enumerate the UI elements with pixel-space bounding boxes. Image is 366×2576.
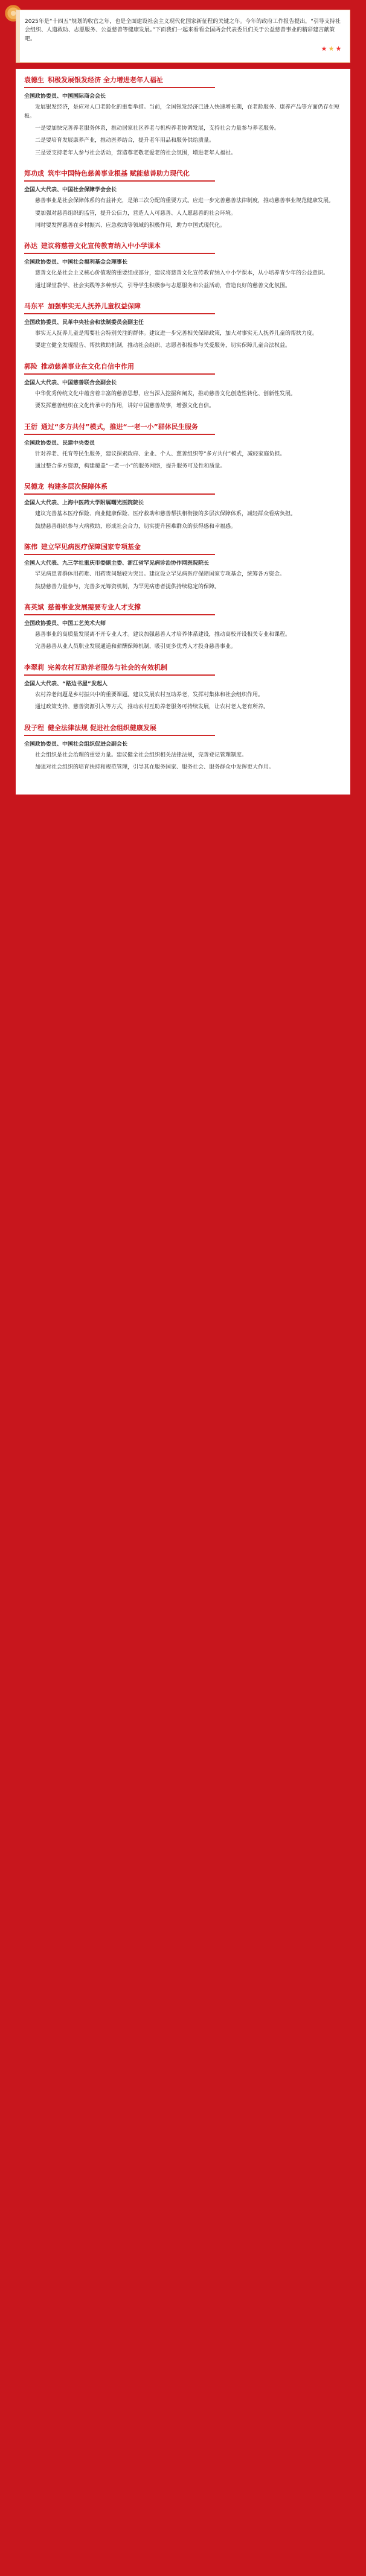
title-underline [24, 614, 215, 615]
paragraph: 加强对社会组织的培育扶持和规范管理，引导其在服务国家、服务社会、服务群众中发挥更大作用。 [35, 764, 275, 770]
speaker-position: 全国人大代表、中国慈善联合会副会长 [24, 379, 117, 386]
paragraph: 农村养老问题是乡村振兴中的重要课题。建议发展农村互助养老，发挥村集体和社会组织作用。 [35, 691, 264, 698]
paragraph: 慈善事业是社会保障体系的有益补充，是第三次分配的重要方式。应进一步完善慈善法律制度，推动慈善事业规范健康发展。 [35, 198, 335, 205]
speaker-name: 李翠莉 [24, 663, 44, 671]
paragraph: 要加强对慈善组织的监管，提升公信力，营造人人可慈善、人人愿慈善的社会环境。 [35, 210, 237, 217]
section-title: 健全法律法规 促进社会组织健康发展 [48, 723, 156, 732]
paragraph: 慈善文化是社会主义核心价值观的重要组成部分，建议将慈善文化宣传教育纳入中小学课本，从小培养青少年的公益意识。 [35, 270, 329, 277]
paragraph: 鼓励慈善组织参与大病救助，形成社会合力，切实提升困难群众的获得感和幸福感。 [35, 523, 237, 530]
star-icon [321, 46, 327, 51]
paragraph: 社会组织是社会治理的重要力量。建议健全社会组织相关法律法规，完善登记管理制度。 [35, 752, 248, 758]
footer-space [16, 795, 350, 807]
title-underline [24, 253, 215, 254]
paragraph: 慈善事业的高质量发展离不开专业人才。建议加强慈善人才培养体系建设，推动高校开设相关专业和课程。 [35, 631, 291, 638]
speaker-name: 孙达 [24, 242, 37, 250]
title-underline [24, 735, 215, 736]
speaker-position: 全国人大代表、上海中医药大学附属曙光医院院长 [24, 500, 144, 507]
speaker-position: 全国人大代表、中国社会保障学会会长 [24, 187, 117, 194]
paragraph: 要发挥慈善组织在文化传承中的作用，讲好中国慈善故事，增强文化自信。 [35, 403, 215, 410]
paragraph: 建议完善基本医疗保险、商业健康保险、医疗救助和慈善帮扶相衔接的多层次保障体系，减轻群众看病负担。 [35, 511, 297, 518]
speaker-position: 全国人大代表、九三学社重庆市委副主委、浙江省罕见病诊治协作网医院院长 [24, 560, 210, 567]
section-title: 完善农村互助养老服务与社会的有效机制 [48, 663, 167, 671]
title-underline [24, 313, 215, 314]
stars-decoration [25, 46, 341, 51]
section [24, 723, 342, 772]
section-head [24, 422, 342, 431]
section [24, 168, 342, 230]
paragraph: 通过政策支持、慈善资源引入等方式，推动农村互助养老服务可持续发展，让农村老人老有所养。 [35, 704, 269, 711]
section [24, 75, 342, 157]
title-underline [24, 373, 215, 375]
section-head [24, 602, 342, 612]
paragraph: 事实无人抚养儿童是需要社会特别关注的群体。建议进一步完善相关保障政策，加大对事实无人抚养儿童的帮扶力度。 [35, 331, 318, 337]
speaker-name: 高英斌 [24, 603, 44, 611]
section-title: 建立罕见病医疗保障国家专项基金 [41, 543, 141, 551]
section-title: 加强事实无人抚养儿童权益保障 [48, 302, 141, 311]
section-title: 建议将慈善文化宣传教育纳入中小学课本 [41, 242, 161, 250]
paragraph: 二是要培育发展康养产业，推动医养结合，提升老年用品和服务供给质量。 [35, 138, 215, 144]
title-underline [24, 180, 215, 182]
title-underline [24, 434, 215, 435]
section-title: 积极发展银发经济 全力增进老年人福祉 [48, 76, 163, 84]
title-underline [24, 554, 215, 555]
section [24, 422, 342, 471]
paragraph: 三是要支持老年人参与社会活动，营造尊老敬老爱老的社会氛围，增进老年人福祉。 [35, 150, 237, 156]
section-title: 推动慈善事业在文化自信中作用 [41, 362, 134, 370]
star-icon [329, 46, 334, 51]
paragraph: 鼓励慈善力量参与，完善多元筹资机制，为罕见病患者提供持续稳定的保障。 [35, 583, 220, 590]
title-underline [24, 87, 215, 88]
section-title: 通过“多方共付”模式，推进“一老一小”群体民生服务 [41, 422, 198, 431]
speaker-name: 袁德生 [24, 76, 44, 84]
paragraph: 同时要发挥慈善在乡村振兴、应急救助等领域的积极作用，助力中国式现代化。 [35, 222, 226, 229]
title-underline [24, 493, 215, 495]
content [16, 69, 350, 795]
title-underline [24, 674, 215, 676]
paragraph: 一是要加快完善养老服务体系，推动居家社区养老与机构养老协调发展，支持社会力量参与养老服务。 [35, 125, 280, 132]
paragraph: 完善慈善从业人员职业发展通道和薪酬保障机制，吸引更多优秀人才投身慈善事业。 [35, 644, 237, 650]
speaker-position: 全国政协委员、民建中央委员 [24, 440, 95, 446]
speaker-position: 全国政协委员、民革中央社会和法制委员会副主任 [24, 320, 144, 326]
paragraph: 中华优秀传统文化中蕴含着丰富的慈善思想，应当深入挖掘和阐发，推动慈善文化创造性转化、创新性发展。 [35, 390, 297, 397]
paragraph: 要建立健全发现报告、帮扶救助机制，推动社会组织、志愿者积极参与关爱服务，切实保障儿童合法权益。 [35, 343, 291, 349]
section [24, 241, 342, 290]
speaker-name: 郑功成 [24, 170, 44, 178]
speaker-position: 全国政协委员、中国社会福利基金会理事长 [24, 259, 128, 266]
paragraph: 罕见病患者群体用药难、用药贵问题较为突出。建议设立罕见病医疗保障国家专项基金，统筹各方资金。 [35, 571, 286, 578]
speaker-position: 全国政协委员、中国工艺美术大师 [24, 620, 106, 627]
section [24, 662, 342, 712]
section-head [24, 75, 342, 84]
speaker-name: 郭险 [24, 362, 37, 370]
section-title: 筑牢中国特色慈善事业根基 赋能慈善助力现代化 [48, 170, 190, 178]
speaker-position: 全国政协委员、中国社会组织促进会副会长 [24, 741, 128, 747]
star-icon [336, 46, 341, 51]
section-head [24, 168, 342, 178]
speaker-position: 全国政协委员、中国国际商会会长 [24, 94, 106, 100]
section [24, 602, 342, 652]
paragraph: 通过整合多方资源，构建覆盖“一老一小”的服务网络，提升服务可及性和质量。 [35, 463, 226, 470]
speaker-name: 王衍 [24, 422, 37, 431]
intro-text: 2025年是“十四五”规划的收官之年，也是全面建设社会主义现代化国家新征程的关键之年。今年的政府工作报告提出，“引导支持社会组织、人道救助、志愿服务、公益慈善等健康发展。”下面我们一起来看看全国两会代表委员们关于公益慈善事业的精彩建言献策吧。 [25, 19, 341, 42]
section-head [24, 241, 342, 250]
section-head [24, 542, 342, 551]
section-head [24, 301, 342, 311]
section-head [24, 662, 342, 672]
section-title: 慈善事业发展需要专业人才支撑 [48, 603, 141, 611]
section-head [24, 723, 342, 732]
section-head [24, 361, 342, 371]
speaker-name: 马东平 [24, 302, 44, 311]
paragraph: 发展银发经济，是应对人口老龄化的重要举措。当前，全国银发经济已进入快速增长期，在老龄服务、康养产品等方面仍存在短板。 [24, 104, 340, 119]
speaker-name: 吴德龙 [24, 483, 44, 491]
section-head [24, 481, 342, 491]
section [24, 542, 342, 591]
speaker-name: 段子程 [24, 723, 44, 732]
section [24, 301, 342, 351]
speaker-name: 陈伟 [24, 543, 37, 551]
section-title: 构建多层次保障体系 [48, 483, 108, 491]
speaker-position: 全国人大代表、“路边书屋”发起人 [24, 680, 108, 687]
section [24, 361, 342, 411]
paragraph: 通过课堂教学、社会实践等多种形式，引导学生积极参与志愿服务和公益活动，营造良好的慈善文化氛围。 [35, 282, 291, 289]
paragraph: 针对养老、托育等民生服务，建议探索政府、企业、个人、慈善组织等“多方共付”模式，减轻家庭负担。 [35, 451, 286, 457]
section [24, 481, 342, 531]
page [0, 0, 366, 831]
intro-box [16, 10, 350, 63]
